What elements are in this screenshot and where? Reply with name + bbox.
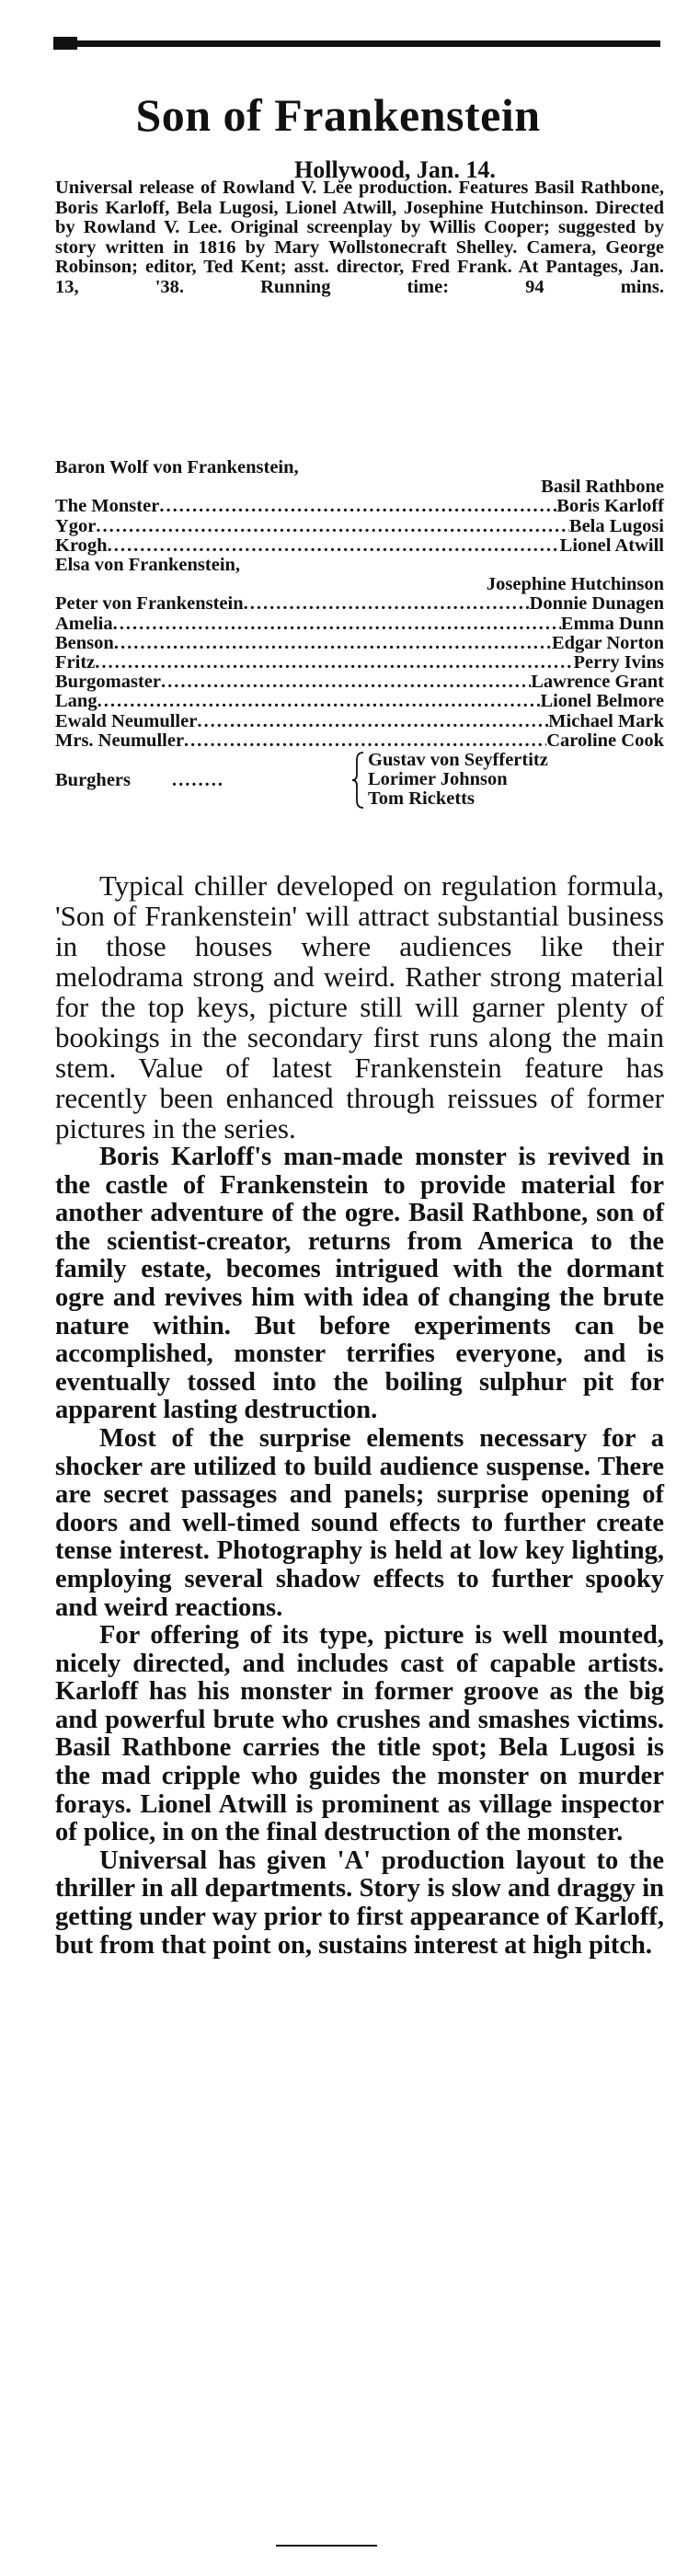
leader-dots <box>159 497 556 516</box>
cast-role: The Monster <box>55 496 160 517</box>
burghers-entry <box>55 751 664 810</box>
body-paragraph: For offering of its type, picture is well mounted, nicely directed, and includes cast of capable artists. Karloff has his monster in former groove as the big and powerful brute who crushes and smashes victims. Basil Rathbone carries the title spot; Bela Lugosi is the mad cripple who guides the monster on murder forays. Lionel Atwill is prominent as village inspector of police, in on the final destruction of the monster. <box>55 1621 664 1847</box>
credits-block: Universal release of Rowland V. Lee production. Features Basil Rathbone, Boris Karloff, Bela Lugosi, Lionel Atwill, Josephine Hutchinson. Directed by Rowland V. Lee. Original screenplay by Willis Cooper; suggested by story written in 1816 by Mary Wollstonecraft Shelley. Camera, George Robinson; editor, Ted Kent; asst. director, Fred Frank. At Pantages, Jan. 13, '38. Running time: 94 mins. <box>55 178 664 297</box>
cast-actor: Michael Mark <box>548 710 664 731</box>
leader-dots <box>97 692 541 711</box>
leader-dots <box>197 712 548 731</box>
cast-actor: Basil Rathbone <box>541 477 664 498</box>
end-rule <box>276 2545 377 2547</box>
cast-role: Krogh <box>55 535 108 556</box>
burgher-name: Tom Ricketts <box>368 788 475 810</box>
leader-dots <box>244 594 530 614</box>
body-paragraph: Universal has given 'A' production layout to the thriller in all departments. Story is slow and draggy in getting under way prior to first appearance of Karloff, but from that point on, sustains interest at high pitch. <box>55 1846 664 1960</box>
cast-actor: Josephine Hutchinson <box>486 574 664 595</box>
cast-actor: Lawrence Grant <box>531 672 664 693</box>
burghers-role: Burghers <box>55 770 131 791</box>
cast-entry <box>55 653 664 673</box>
leader-dots <box>113 615 561 634</box>
cast-actor: Caroline Cook <box>546 730 664 751</box>
cast-role: Mrs. Neumuller <box>55 730 185 751</box>
burgher-name: Lorimer Johnson <box>368 769 508 790</box>
cast-list <box>55 458 664 810</box>
cast-entry <box>55 615 664 634</box>
leader-dots <box>161 673 531 692</box>
cast-entry <box>55 731 664 751</box>
cast-role: Amelia <box>55 613 113 634</box>
cast-actor: Lionel Belmore <box>540 691 664 712</box>
cast-role: Elsa von Frankenstein, <box>55 555 241 576</box>
cast-entry <box>55 556 664 594</box>
cast-entry <box>55 458 664 497</box>
leader-dots <box>108 536 560 556</box>
cast-entry <box>55 673 664 692</box>
leader-dots <box>95 653 573 673</box>
top-column-rule <box>53 40 660 47</box>
cast-role: Benson <box>55 632 114 653</box>
burghers-names <box>368 751 548 810</box>
leader-dots <box>114 634 552 653</box>
cast-entry <box>55 634 664 653</box>
cast-role: Ygor <box>55 515 97 536</box>
cast-actor: Perry Ivins <box>573 652 664 673</box>
cast-role: Lang <box>55 691 97 712</box>
cast-entry <box>55 536 664 556</box>
cast-role: Ewald Neumuller <box>55 710 198 731</box>
body-paragraph: Boris Karloff's man-made monster is revived in the castle of Frankenstein to provide material for another adventure of the ogre. Basil Rathbone, son of the scientist-creator, returns from America to the family estate, becomes intrigued with the dormant ogre and revives him with idea of changing the brute nature within. But before experiments can be accomplished, monster terrifies everyone, and is eventually tossed into the boiling sulphur pit for apparent lasting destruction. <box>55 1143 664 1425</box>
cast-actor: Donnie Dunagen <box>529 593 664 615</box>
cast-entry <box>55 594 664 614</box>
cast-role: Peter von Frankenstein <box>55 593 244 615</box>
leader-dots <box>96 517 569 536</box>
body-paragraph: Most of the surprise elements necessary for a shocker are utilized to build audience suspense. There are secret passages and panels; surprise opening of doors and well-timed sound effects to further create tense interest. Photography is held at low key lighting, employing several shadow effects to further spooky and weird reactions. <box>55 1423 664 1622</box>
cast-role: Fritz <box>55 652 96 673</box>
cast-actor: Emma Dunn <box>560 613 664 634</box>
brace-glyph <box>351 751 366 810</box>
review-body <box>55 870 664 1960</box>
cast-actor: Bela Lugosi <box>568 515 664 536</box>
burgher-name: Gustav von Seyffertitz <box>368 750 548 771</box>
cast-actor: Boris Karloff <box>556 496 664 517</box>
cast-actor: Edgar Norton <box>551 632 664 653</box>
leader-dots <box>172 770 351 791</box>
leader-dots <box>184 731 546 751</box>
headline: Son of Frankenstein <box>135 89 541 141</box>
top-rule-mark <box>53 37 77 50</box>
cast-role: Baron Wolf von Frankenstein, <box>55 457 299 477</box>
dateline: Hollywood, Jan. 14. <box>294 156 496 183</box>
cast-entry <box>55 712 664 731</box>
cast-entry <box>55 692 664 711</box>
cast-entry <box>55 497 664 516</box>
cast-actor: Lionel Atwill <box>559 535 664 556</box>
cast-role: Burgomaster <box>55 672 162 693</box>
lead-paragraph: Typical chiller developed on regulation formula, 'Son of Frankenstein' will attract substantial business in those houses where audiences like their melodrama strong and weird. Rather strong material for the top keys, picture still will garner plenty of bookings in the secondary first runs along the main stem. Value of latest Frankenstein feature has recently been enhanced through reissues of former pictures in the series. <box>55 869 664 1144</box>
cast-entry <box>55 517 664 536</box>
